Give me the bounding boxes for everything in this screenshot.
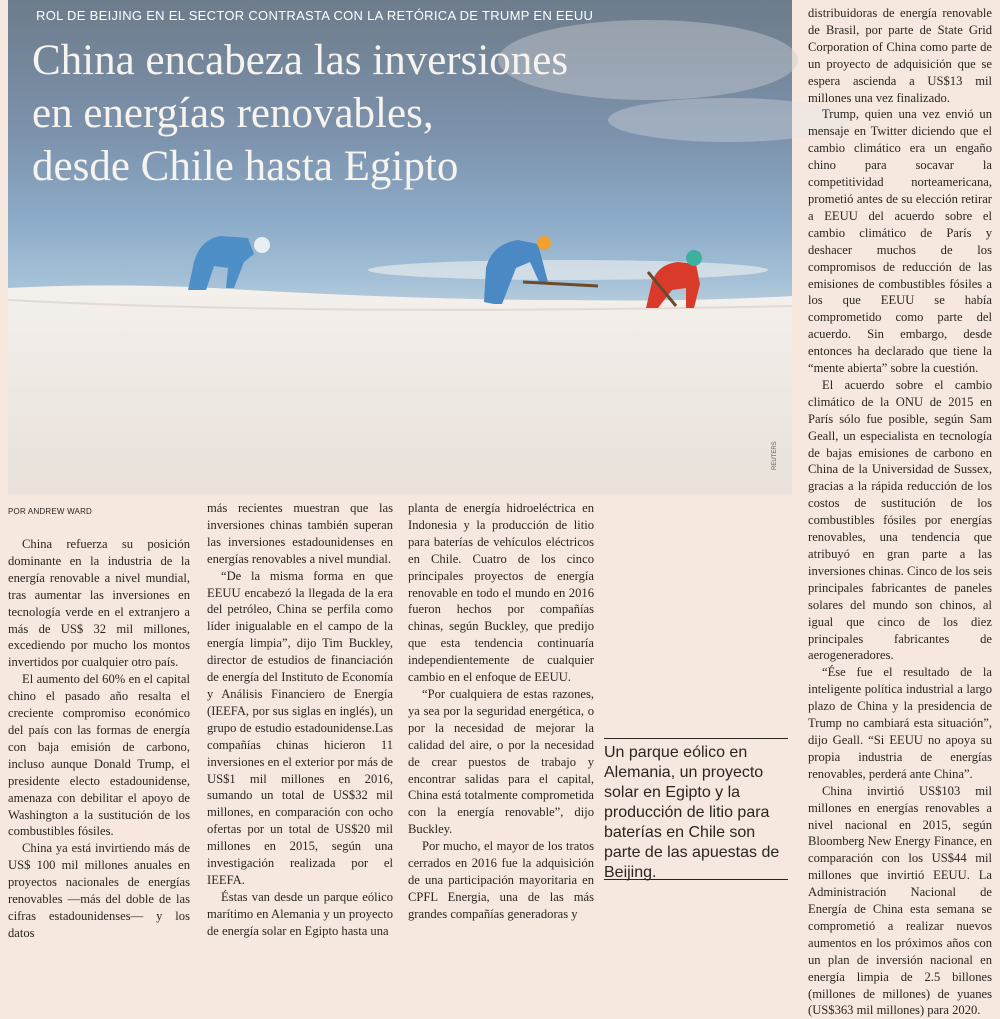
text-column-2 (207, 500, 393, 940)
paragraph: “Por cualquiera de estas razones, ya sea por la seguridad energética, o por la necesidad de mejorar la calidad del aire, o por la necesidad de crear puestos de trabajo y encontrar salidas para el capital, China está totalmente comprometida con la energía renovable”, dijo Buckley. (408, 686, 594, 837)
text-column-3 (408, 500, 594, 923)
photo-credit: REUTERS (772, 441, 778, 470)
paragraph: “De la misma forma en que EEUU encabezó la llegada de la era del petróleo, China se perfila como líder inigualable en el campo de la energía limpia”, dijo Tim Buckley, director de estudios de financiación de energía del Instituto de Economía y Análisis Financiero de Energía (IEEFA, por sus siglas en inglés), un grupo de estudio estadounidense.Las compañías chinas hicieron 11 inversiones en el exterior por más de US$1 mil millones en 2016, sumando un total de US$32 mil millones, en comparación con ocho ofertas por un total de US$20 mil millones en 2015, según una investigación realizada por el IEEFA. (207, 568, 393, 887)
article-headline (32, 34, 672, 193)
text-column-1 (8, 536, 190, 942)
paragraph: China ya está invirtiendo más de US$ 100 mil millones anuales en proyectos nacionales de energías renovables —más del doble de las cifras estadounidenses— y los datos (8, 841, 190, 940)
paragraph: El aumento del 60% en el capital chino el pasado año resalta el creciente compromiso económico del país con las formas de energía con baja emisión de carbono, incluso aunque Donald Trump, el presidente electo estadounidense, amenaza con debilitar el apoyo de Washington a la sustitución de los combustibles fósiles. (8, 672, 190, 839)
paragraph: Por mucho, el mayor de los tratos cerrados en 2016 fue la adquisición de una participación mayoritaria en CPFL Energia, una de las más grandes compañías generadoras y (408, 839, 594, 921)
pull-quote (604, 738, 788, 880)
headline-line-3: desde Chile hasta Egipto (32, 143, 459, 190)
byline: POR ANDREW WARD (8, 507, 93, 516)
worker-3-figure (646, 250, 702, 308)
paragraph: Trump, quien una vez envió un mensaje en Twitter diciendo que el cambio climático era un engaño chino para socavar la competitividad norteamericana, prometió antes de su elección retirar a EEUU del acuerdo sobre el cambio climático de París y deshacer muchos de los compromisos de reducción de las emisiones de combustibles fósiles a los que EEUU se había comprometido como parte del acuerdo. Sin embargo, desde entonces ha declarado que tiene la “mente abierta” sobre la cuestión. (808, 107, 992, 376)
paragraph-continuation: distribuidoras de energía renovable de Brasil, por parte de State Grid Corporation of China como parte de un proyecto de adquisición que se espera ascienda a US$13 mil millones una vez finalizado. (808, 6, 992, 105)
paragraph-continuation: más recientes muestran que las inversiones chinas también superan las inversiones estadounidenses en energías renovables a nivel mundial. (207, 501, 393, 566)
worker-1-figure (188, 236, 270, 290)
paragraph: China invirtió US$103 mil millones en energías renovables a nivel nacional en 2015, según Bloomberg New Energy Finance, en comparación con los US$44 mil millones que invirtió EEUU. La Administración Nacional de Energía de China esta semana se comprometió a realizar nuevos aumentos en los próximos años con un plan de inversión nacional en energía limpia de 2.5 billones (millones de millones) de yuanes (US$363 mil millones) para 2020. (808, 783, 992, 1018)
article-kicker: ROL DE BEIJING EN EL SECTOR CONTRASTA CON LA RETÓRICA DE TRUMP EN EEUU (36, 8, 594, 23)
paragraph: “Ése fue el resultado de la inteligente política industrial a largo plazo de China y la presidencia de Trump no cambiará esta situación”, dijo Geall. “Si EEUU no apoya su propia industria de energías renovables, perderá ante China”. (808, 665, 992, 781)
headline-line-1: China encabeza las inversiones (32, 37, 569, 84)
headline-line-2: en energías renovables, (32, 90, 434, 137)
lead-photo (8, 0, 792, 494)
text-column-4 (808, 5, 992, 1019)
paragraph: El acuerdo sobre el cambio climático de la ONU de 2015 en París sólo fue posible, según Sam Geall, un especialista en tecnología de bajas emisiones de carbono en China de la Universidad de Sussex, gracias a la rápida reducción de los costos de sustitución de los combustibles fósiles por energías renovables, una tendencia que atribuyó en gran parte a las inversiones chinas. Cinco de los seis principales fabricantes de paneles solares del mundo son chinos, al igual que cinco de los diez principales fabricantes de aerogeneradores. (808, 377, 992, 663)
paragraph-continuation: planta de energía hidroeléctrica en Indonesia y la producción de litio para baterías de vehículos eléctricos en Chile. Cuatro de los cinco principales proyectos de energía renovable en todo el mundo en 2016 fueron hechos por compañías chinas, según Buckley, que predijo que esta tendencia continuaría independientemente de cualquier cambio en el enfoque de EEUU. (408, 501, 594, 685)
pull-quote-text: Un parque eólico en Alemania, un proyecto solar en Egipto y la producción de litio para baterías en Chile son parte de las apuestas de Beijing. (604, 744, 780, 881)
paragraph: China refuerza su posición dominante en la industria de la energía renovable a nivel mundial, tras aumentar las inversiones en tecnología verde en el extranjero a más de US$ 32 mil millones, excediendo por mucho los montos invertidos por cualquier otro país. (8, 537, 190, 670)
paragraph: Éstas van desde un parque eólico marítimo en Alemania y un proyecto de energía solar en Egipto hasta una (207, 889, 393, 938)
